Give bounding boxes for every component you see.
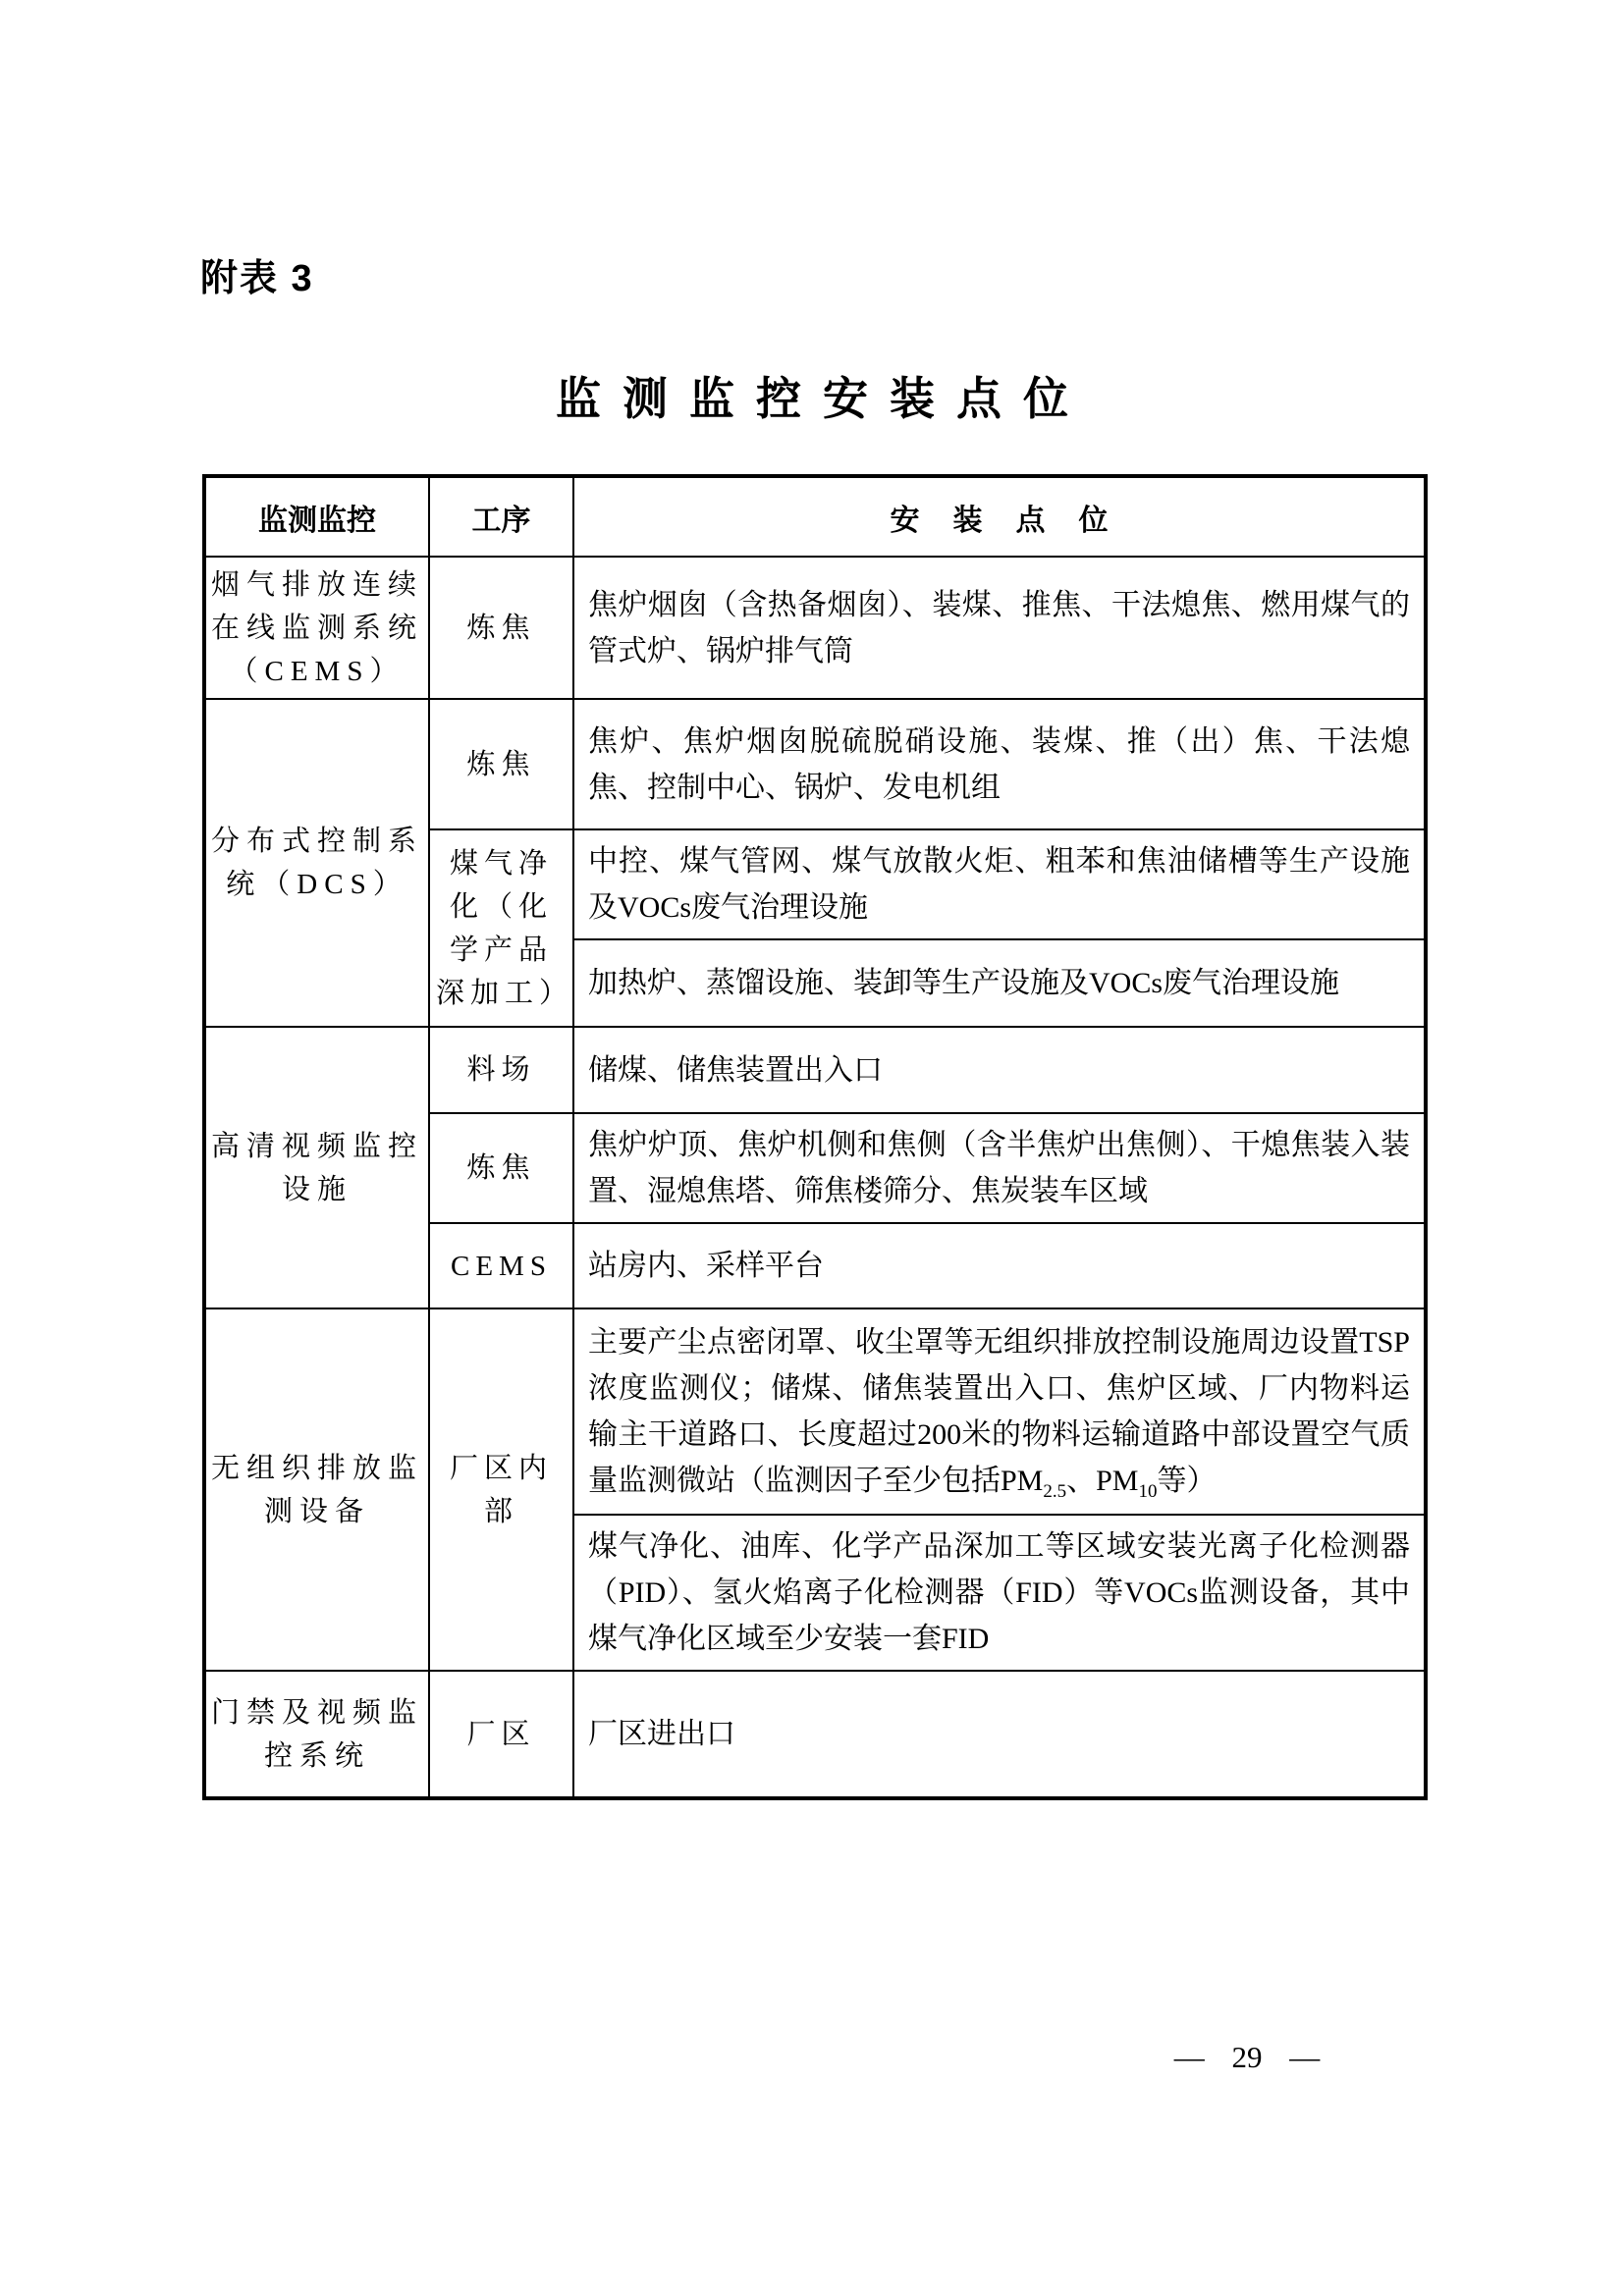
appendix-label: 附表 3 [200,258,314,299]
system-cell: 门禁及视频监控系统 [204,1671,429,1798]
points-cell: 焦炉烟囱（含热备烟囱）、装煤、推焦、干法熄焦、燃用煤气的管式炉、锅炉排气筒 [573,557,1426,699]
points-cell: 储煤、储焦装置出入口 [573,1027,1426,1113]
table-row [204,557,1426,699]
points-text: 、PM [1066,1465,1139,1497]
system-cell: 高清视频监控设施 [204,1027,429,1308]
table-row [204,1308,1426,1515]
process-cell: 料场 [429,1027,573,1113]
points-table-container [202,474,1428,1800]
process-cell: 厂区内部 [429,1308,573,1671]
page-title: 监测监控安装点位 [556,373,1090,424]
points-text: 主要产尘点密闭罩、收尘罩等无组织排放控制设施周边设置TSP浓度监测仪；储煤、储焦装置出入口、焦炉区域、厂内物料运输主干道路口、长度超过200米的物料运输道路中部设置空气质量监测微站（监测因子至少包括PM [588,1326,1410,1497]
table-row [204,1027,1426,1113]
process-cell: 炼焦 [429,699,573,829]
pm25-subscript: 2.5 [1043,1481,1067,1502]
points-cell: 加热炉、蒸馏设施、装卸等生产设施及VOCs废气治理设施 [573,939,1426,1027]
system-cell: 无组织排放监测设备 [204,1308,429,1671]
points-cell: 站房内、采样平台 [573,1223,1426,1308]
points-cell: 厂区进出口 [573,1671,1426,1798]
points-cell: 焦炉、焦炉烟囱脱硫脱硝设施、装煤、推（出）焦、干法熄焦、控制中心、锅炉、发电机组 [573,699,1426,829]
process-cell: 厂区 [429,1671,573,1798]
process-cell: 炼焦 [429,557,573,699]
points-text: 等） [1157,1465,1217,1497]
process-cell: 炼焦 [429,1113,573,1223]
system-cell: 分布式控制系统（DCS） [204,699,429,1027]
points-cell [573,1308,1426,1515]
points-cell: 煤气净化、油库、化学产品深加工等区域安装光离子化检测器（PID）、氢火焰离子化检测器（FID）等VOCs监测设备，其中煤气净化区域至少安装一套FID [573,1515,1426,1671]
pm10-subscript: 10 [1138,1481,1158,1502]
points-table [202,474,1428,1800]
header-process: 工序 [429,476,573,557]
table-header-row [204,476,1426,557]
system-cell: 烟气排放连续在线监测系统（CEMS） [204,557,429,699]
points-cell: 中控、煤气管网、煤气放散火炬、粗苯和焦油储槽等生产设施及VOCs废气治理设施 [573,829,1426,939]
page-number: — 29 — [1173,2040,1321,2074]
process-cell: CEMS [429,1223,573,1308]
table-row [204,699,1426,829]
header-install-points: 安装点位 [573,476,1426,557]
header-monitoring: 监测监控 [204,476,429,557]
points-cell: 焦炉炉顶、焦炉机侧和焦侧（含半焦炉出焦侧）、干熄焦装入装置、湿熄焦塔、筛焦楼筛分、焦炭装车区域 [573,1113,1426,1223]
table-row [204,1671,1426,1798]
process-cell: 煤气净化（化学产品深加工） [429,829,573,1027]
